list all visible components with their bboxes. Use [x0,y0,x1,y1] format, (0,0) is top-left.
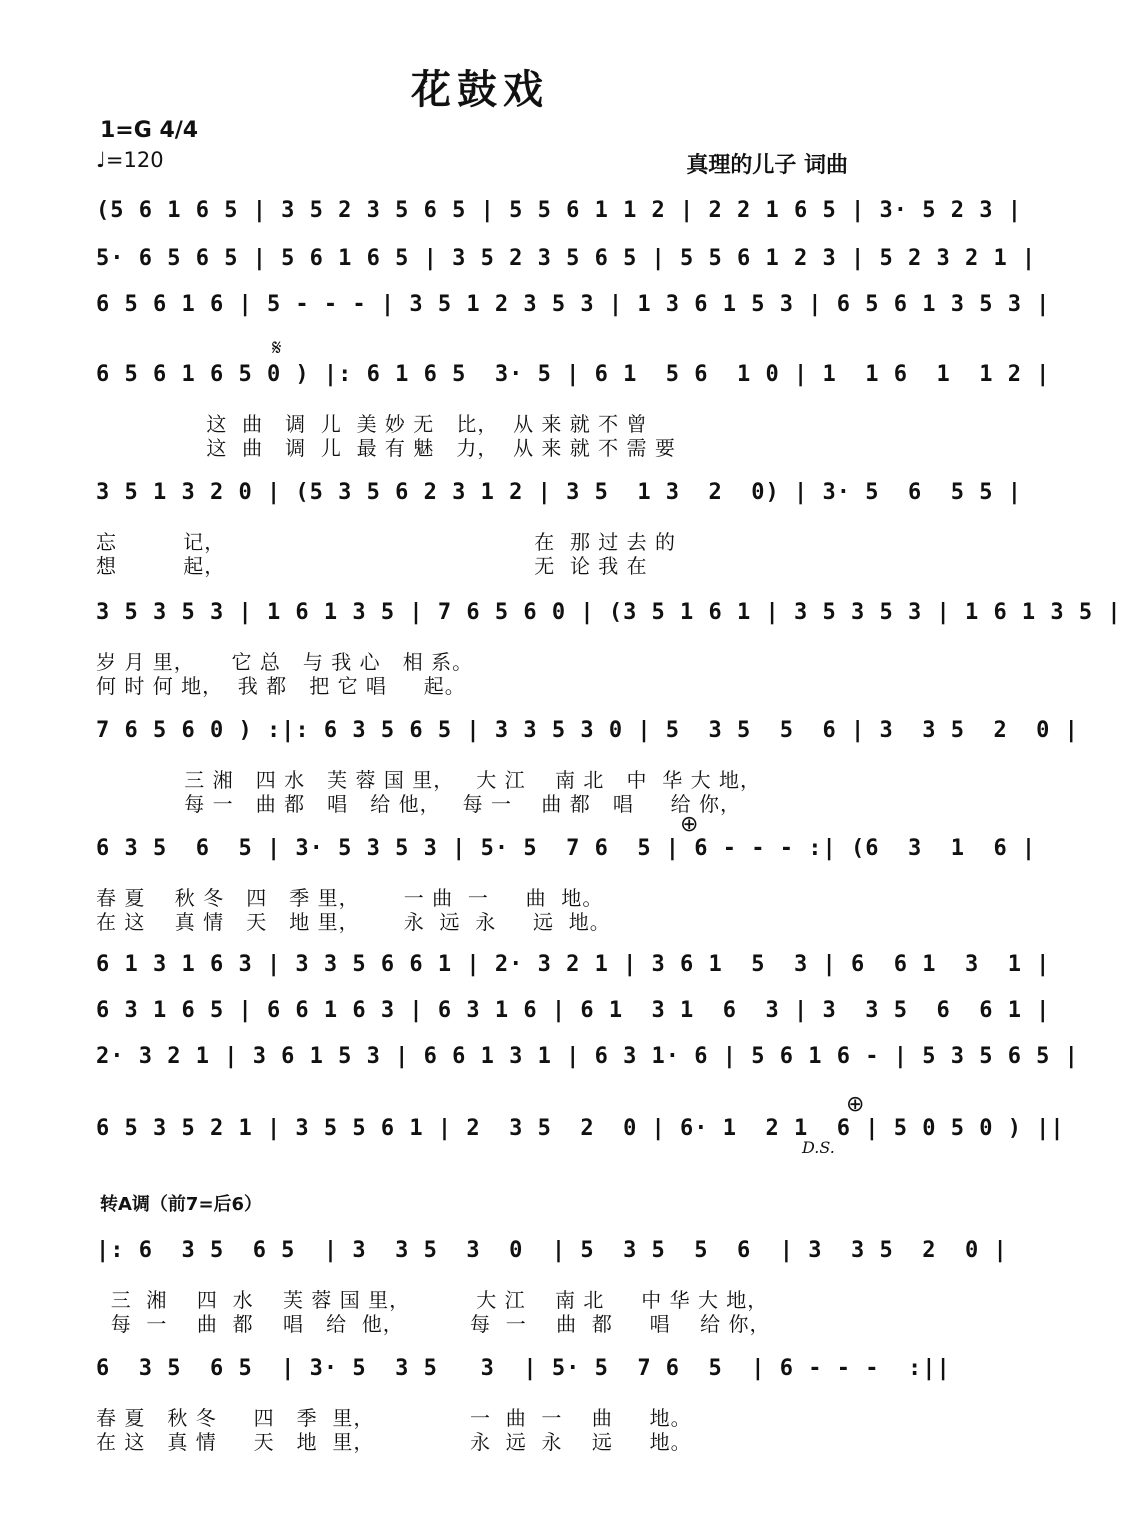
notation-row: 6 5 3 5 2 1 | 3 5 5 6 1 | 2 3 5 2 0 | 6· 1 2 1 6 | 5 0 5 0 ) || [96,1116,1065,1141]
notation-row: 3 5 1 3 2 0 | (5 3 5 6 2 3 1 2 | 3 5 1 3 2 0) | 3· 5 6 5 5 | [96,480,1022,505]
lyric-line: 每 一 曲 都 唱 给 他， 每 一 曲 都 唱 给 你， [96,1312,771,1336]
notation-row: (5 6 1 6 5 | 3 5 2 3 5 6 5 | 5 5 6 1 1 2 | 2 2 1 6 5 | 3· 5 2 3 | [96,198,1022,223]
notation-row: 6 1 3 1 6 3 | 3 3 5 6 6 1 | 2· 3 2 1 | 3 6 1 5 3 | 6 6 1 3 1 | [96,952,1051,977]
lyric-line: 春 夏 秋 冬 四 季 里， 一 曲 一 曲 地。 [96,886,604,910]
coda-icon: ⊕ [846,1092,865,1117]
song-title: 花鼓戏 [411,66,549,113]
tempo-marking: ♩=120 [96,148,164,172]
modulation-note: 转A调（前7=后6） [100,1194,263,1215]
lyric-line: 三 湘 四 水 芙 蓉 国 里， 大 江 南 北 中 华 大 地， [96,1288,769,1312]
notation-row: 2· 3 2 1 | 3 6 1 5 3 | 6 6 1 3 1 | 6 3 1· 6 | 5 6 1 6 - | 5 3 5 6 5 | [96,1044,1079,1069]
lyric-line: 春 夏 秋 冬 四 季 里， 一 曲 一 曲 地。 [96,1406,692,1430]
notation-row: 6 3 1 6 5 | 6 6 1 6 3 | 6 3 1 6 | 6 1 3 1 6 3 | 3 3 5 6 6 1 | [96,998,1051,1023]
lyric-line: 在 这 真 情 天 地 里， 永 远 永 远 地。 [96,1430,692,1454]
lyric-line: 每 一 曲 都 唱 给 他， 每 一 曲 都 唱 给 你， [96,792,742,816]
lyric-line: 这 曲 调 儿 最 有 魅 力， 从 来 就 不 需 要 [96,436,676,460]
lyric-line: 忘 记， 在 那 过 去 的 [96,530,677,554]
notation-row: |: 6 3 5 6 5 | 3 3 5 3 0 | 5 3 5 5 6 | 3 3 5 2 0 | [96,1238,1008,1263]
notation-row: 6 5 6 1 6 | 5 - - - | 3 5 1 2 3 5 3 | 1 3 6 1 5 3 | 6 5 6 1 3 5 3 | [96,292,1051,317]
author-credit: 真理的儿子 词曲 [686,153,848,178]
notation-row: 3 5 3 5 3 | 1 6 1 3 5 | 7 6 5 6 0 | (3 5 1 6 1 | 3 5 3 5 3 | 1 6 1 3 5 | [96,600,1122,625]
notation-row: 6 3 5 6 5 | 3· 5 3 5 3 | 5· 5 7 6 5 | 6 - - - :|| [96,1356,951,1381]
segno-icon: 𝄋 [272,336,282,361]
lyric-line: 三 湘 四 水 芙 蓉 国 里， 大 江 南 北 中 华 大 地， [96,768,761,792]
key-signature: 1=G 4/4 [100,118,199,143]
lyric-line: 岁 月 里， 它 总 与 我 心 相 系。 [96,650,474,674]
lyric-line: 在 这 真 情 天 地 里， 永 远 永 远 地。 [96,910,611,934]
notation-row: 5· 6 5 6 5 | 5 6 1 6 5 | 3 5 2 3 5 6 5 | 5 5 6 1 2 3 | 5 2 3 2 1 | [96,246,1037,271]
notation-row: 7 6 5 6 0 ) :|: 6 3 5 6 5 | 3 3 5 3 0 | 5 3 5 5 6 | 3 3 5 2 0 | [96,718,1079,743]
dal-segno-mark: D.S. [802,1138,835,1157]
notation-row: 6 5 6 1 6 5 0 ) |: 6 1 6 5 3· 5 | 6 1 5 6 1 0 | 1 1 6 1 1 2 | [96,362,1051,387]
lyric-line: 何 时 何 地， 我 都 把 它 唱 起。 [96,674,466,698]
lyric-line: 想 起， 无 论 我 在 [96,554,648,578]
notation-row: 6 3 5 6 5 | 3· 5 3 5 3 | 5· 5 7 6 5 | 6 - - - :| (6 3 1 6 | [96,836,1037,861]
coda-icon: ⊕ [680,812,699,837]
lyric-line: 这 曲 调 儿 美 妙 无 比， 从 来 就 不 曾 [96,412,648,436]
